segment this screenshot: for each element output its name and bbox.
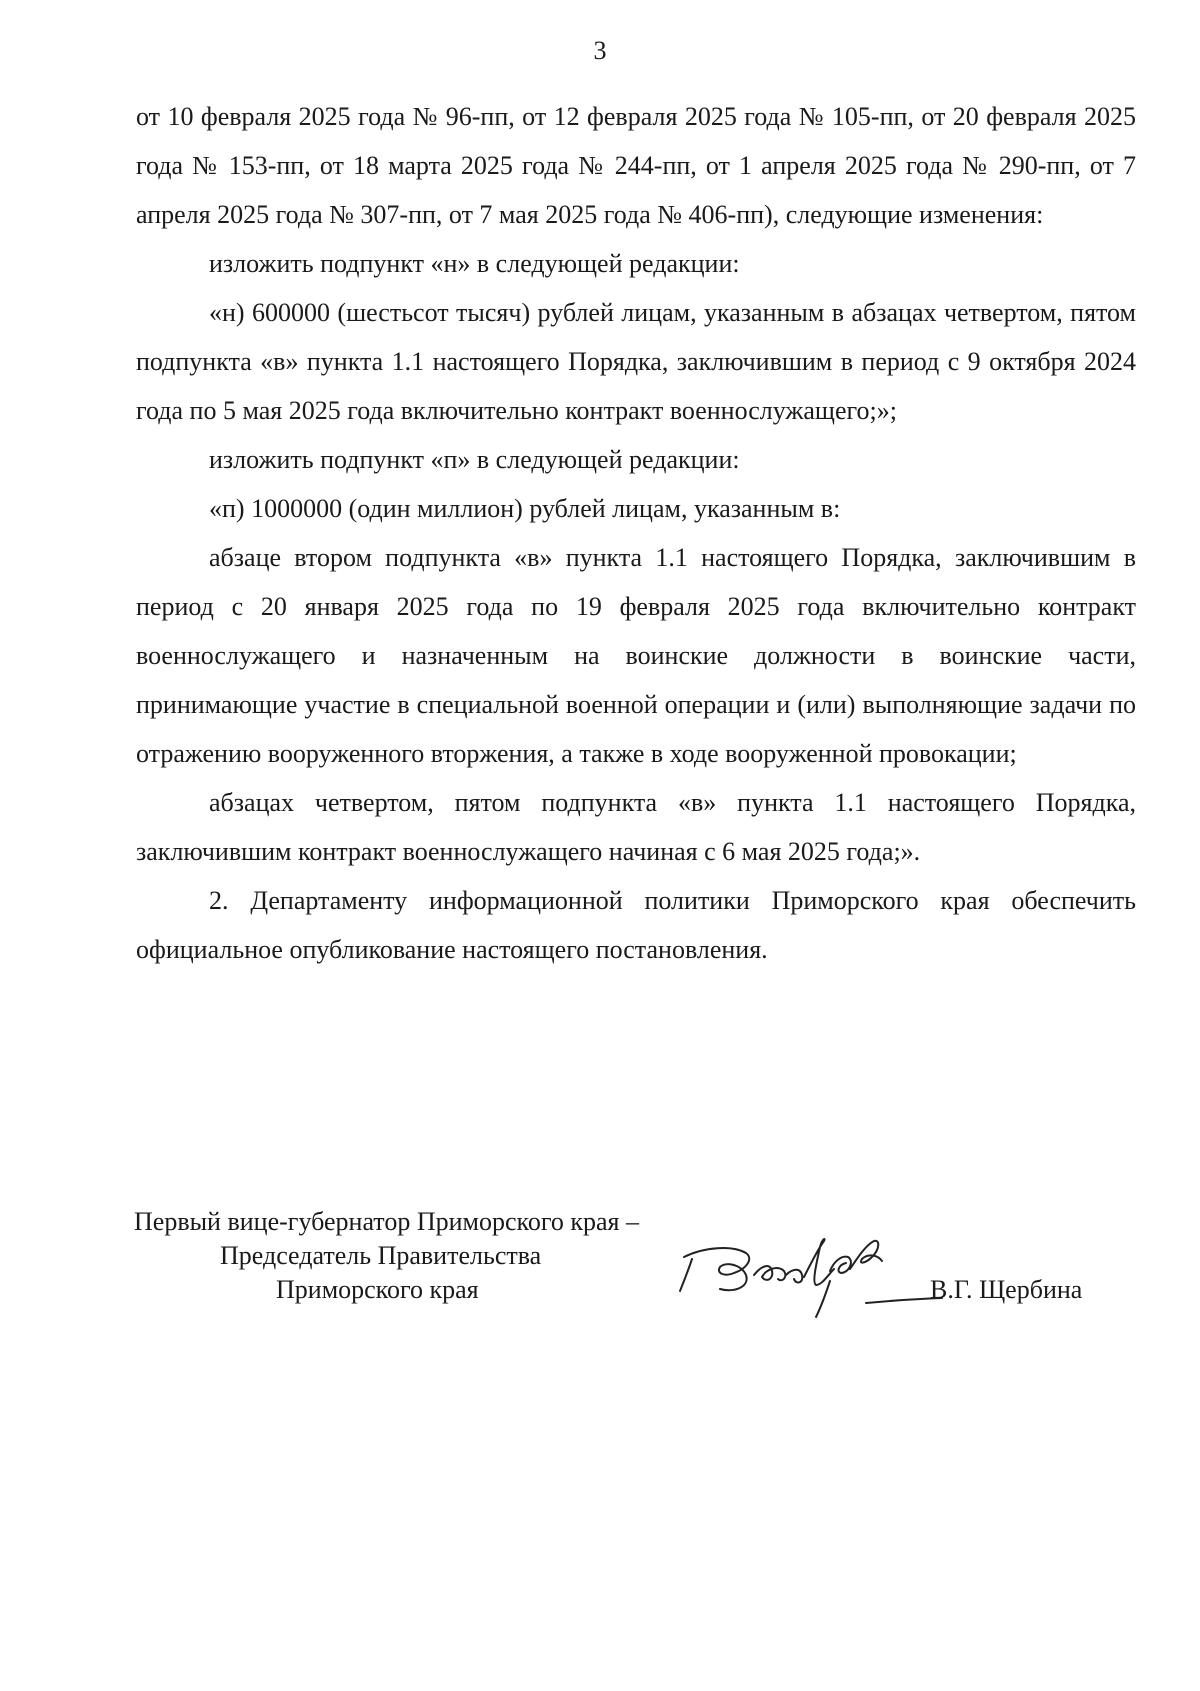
- signature-block: [134, 1205, 1134, 1335]
- handwritten-signature: [654, 1219, 914, 1329]
- paragraph-amendment-list: от 10 февраля 2025 года № 96-пп, от 12 февраля 2025 года № 105-пп, от 20 февраля 2025 года № 153-пп, от 18 марта 2025 года № 244-пп, от 1 апреля 2025 года № 290-пп, от 7 апреля 2025 года № 307-пп, от 7 мая 2025 года № 406-пп), следующие изменения:: [136, 102, 1136, 229]
- document-body: [136, 92, 1136, 974]
- paragraph-point-2: 2. Департаменту информационной политики Приморского края обеспечить официальное опубликование настоящего постановления.: [136, 886, 1136, 964]
- signatory-title-line-3: Приморского края: [276, 1275, 479, 1304]
- paragraph-subpoint-p-intro: изложить подпункт «п» в следующей редакции:: [209, 445, 740, 474]
- paragraph-subpoint-p-item-2: абзацах четвертом, пятом подпункта «в» пункта 1.1 настоящего Порядка, заключившим контракт военнослужащего начиная с 6 мая 2025 года;».: [136, 788, 1136, 866]
- page-number: 3: [593, 36, 607, 65]
- paragraph-subpoint-n-intro: изложить подпункт «н» в следующей редакции:: [209, 249, 740, 278]
- paragraph-subpoint-n-text: «н) 600000 (шестьсот тысяч) рублей лицам, указанным в абзацах четвертом, пятом подпункта «в» пункта 1.1 настоящего Порядка, заключившим в период с 9 октября 2024 года по 5 мая 2025 года включительно контракт военнослужащего;»;: [136, 298, 1136, 425]
- paragraph-subpoint-p-item-1: абзаце втором подпункта «в» пункта 1.1 настоящего Порядка, заключившим в период с 20 января 2025 года по 19 февраля 2025 года включительно контракт военнослужащего и назначенным на воинские должности в воинские части, принимающие участие в специальной военной операции и (или) выполняющие задачи по отражению вооруженного вторжения, а также в ходе вооруженной провокации;: [136, 543, 1136, 768]
- paragraph-subpoint-p-text: «п) 1000000 (один миллион) рублей лицам, указанным в:: [209, 494, 841, 523]
- signatory-title-line-2: Председатель Правительства: [220, 1241, 542, 1270]
- signatory-title-line-1: Первый вице-губернатор Приморского края –: [134, 1207, 639, 1236]
- signatory-name: В.Г. Щербина: [930, 1275, 1083, 1304]
